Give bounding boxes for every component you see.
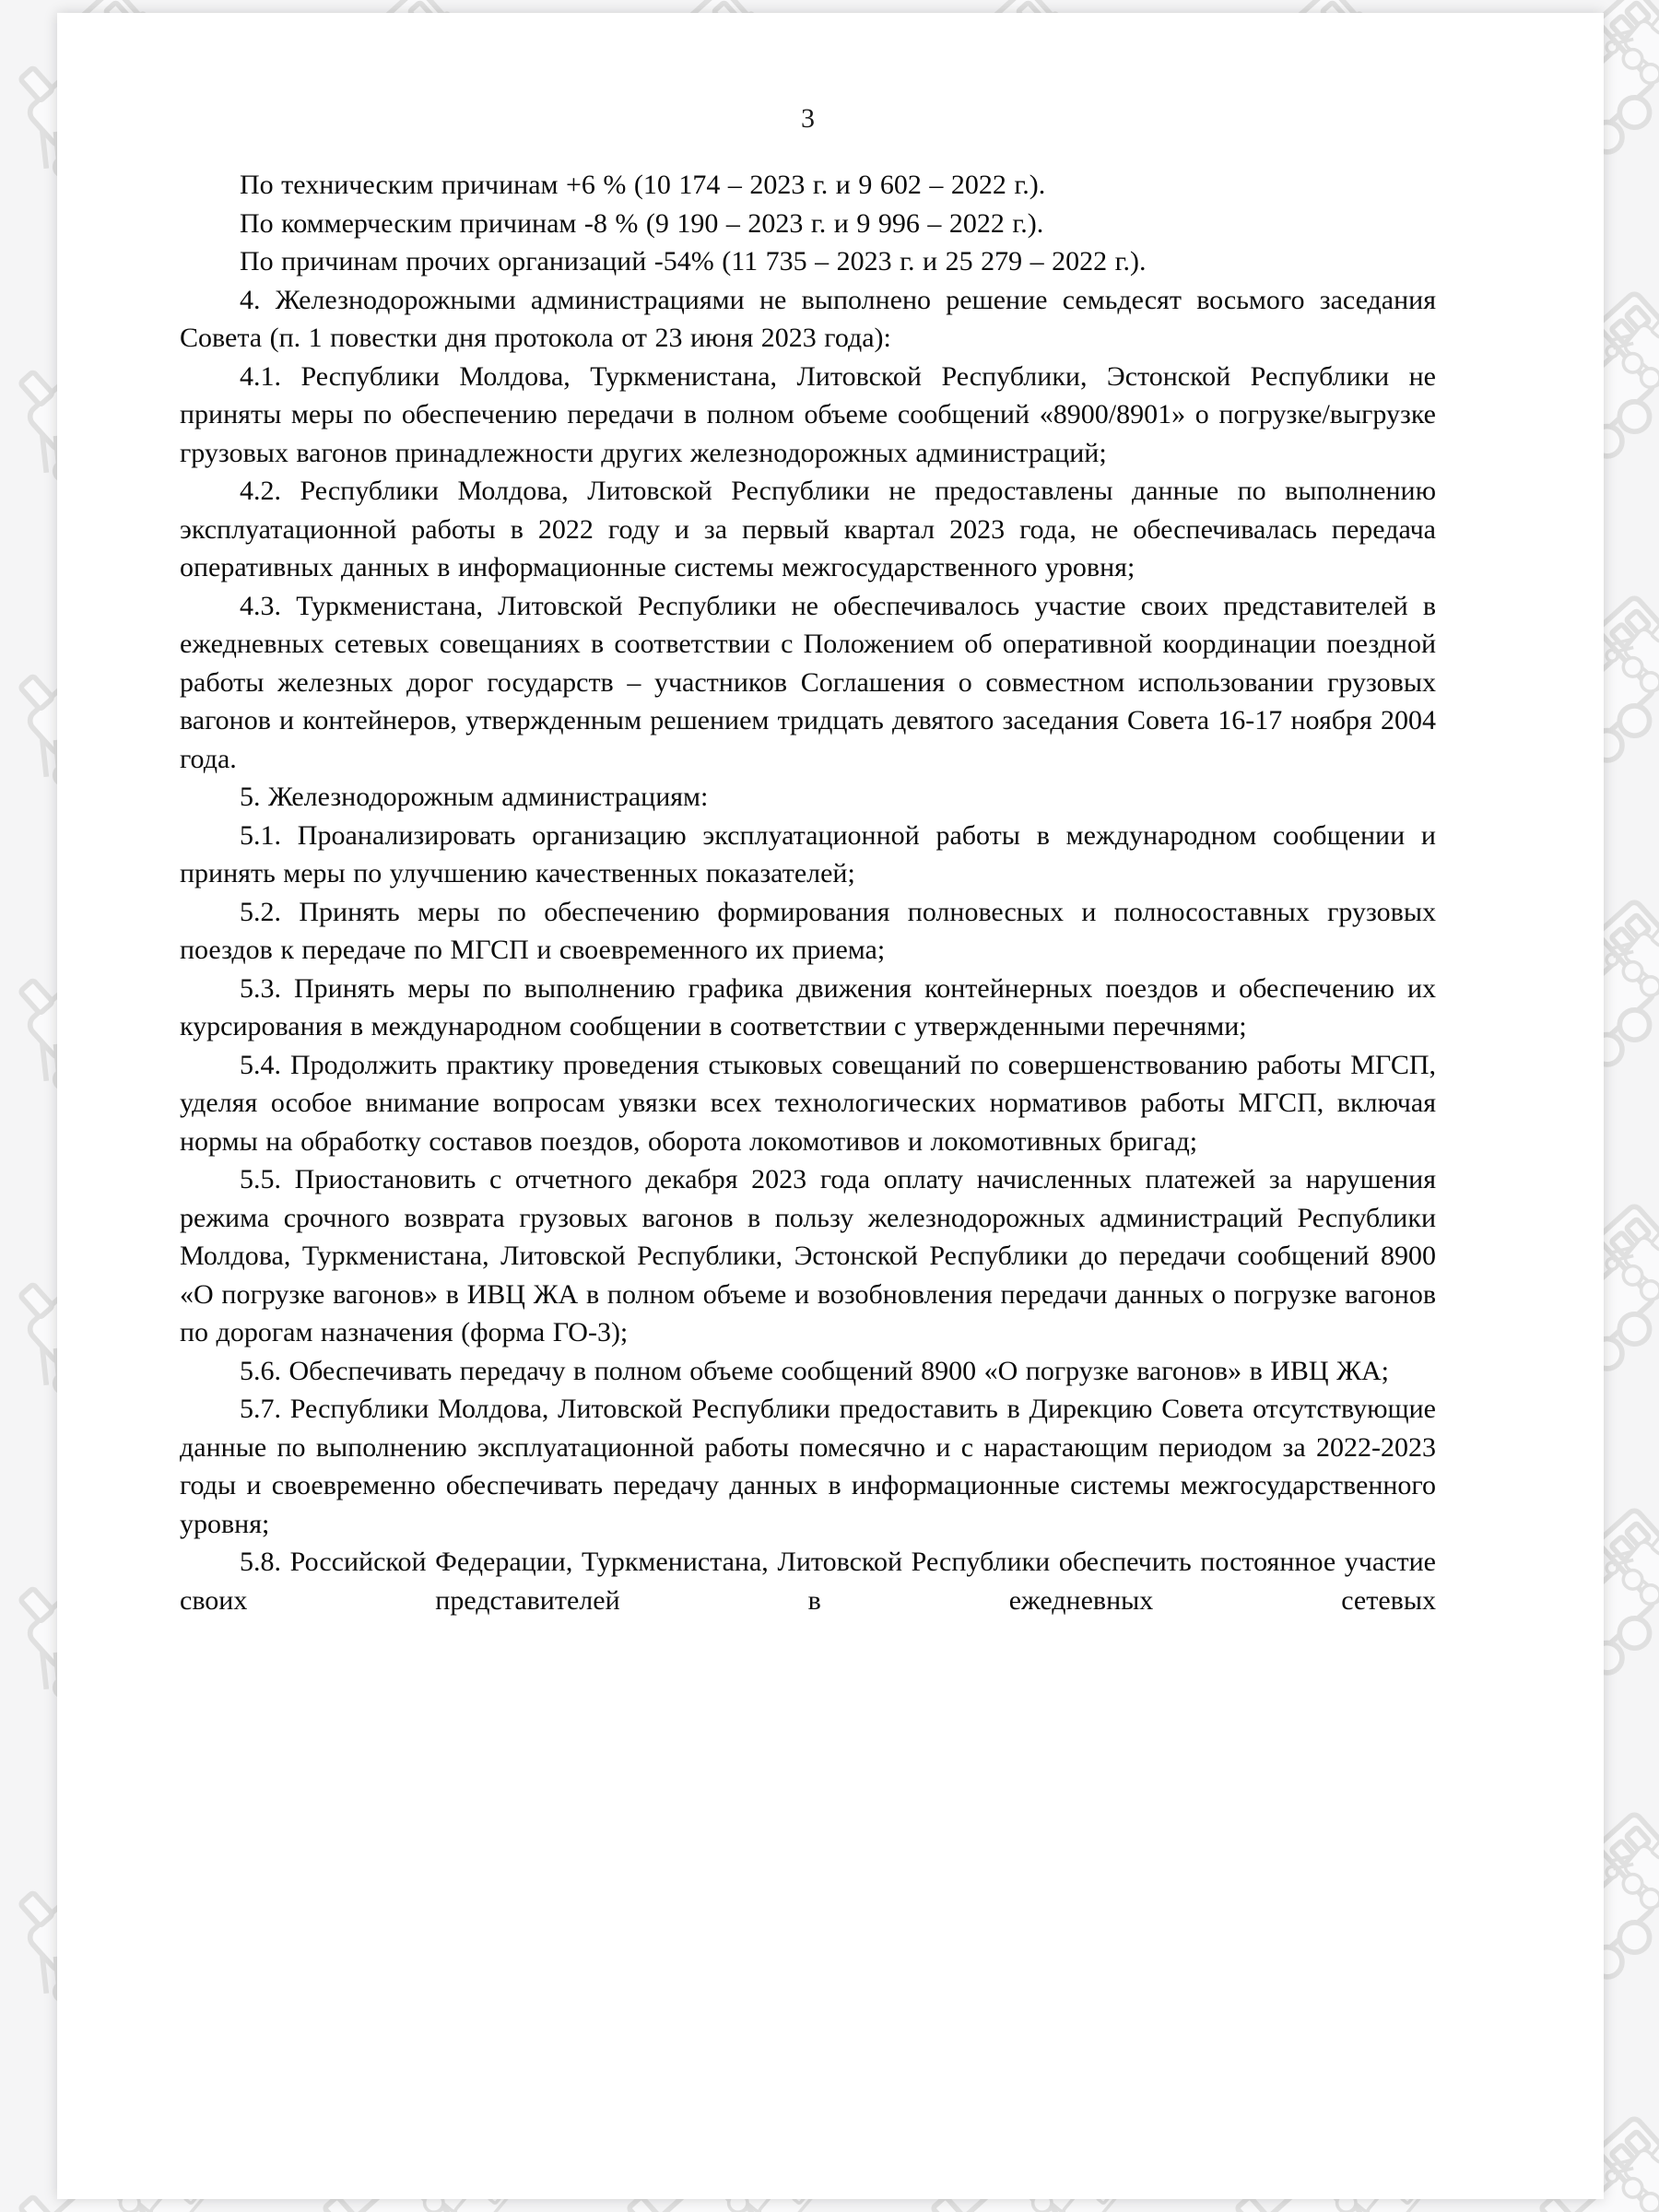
para-item-4-3: 4.3. Туркменистана, Литовской Республики не обеспечивалось участие своих представителей в ежедневных сетевых совещаниях в соответствии с Положением об оперативной координации поездной работы железных дорог государств – участников Соглашения о совместном использовании грузовых вагонов и контейнеров, утвержденным решением тридцать девятого заседания Совета 16-17 ноября 2004 года. (180, 590, 1436, 774)
para-item-5-7: 5.7. Республики Молдова, Литовской Республики предоставить в Дирекцию Совета отсутствующие данные по выполнению эксплуатационной работы помесячно и с нарастающим периодом за 2022-2023 годы и своевременно обеспечивать передачу данных в информационные системы межгосударственного уровня; (180, 1394, 1436, 1539)
para-item-5: 5. Железнодорожным администрациям: (240, 782, 709, 812)
para-item-5-4: 5.4. Продолжить практику проведения стыковых совещаний по совершенствованию работы МГСП, уделяя особое внимание вопросам увязки всех технологических нормативов работы МГСП, включая нормы на обработку составов поездов, оборота локомотивов и локомотивных бригад; (180, 1049, 1436, 1157)
para-item-5-2: 5.2. Принять меры по обеспечению формирования полновесных и полносоставных грузовых поездов к передаче по МГСП и своевременного их приема; (180, 896, 1436, 965)
para-item-5-1: 5.1. Проанализировать организацию эксплуатационной работы в международном сообщении и принять меры по улучшению качественных показателей; (180, 819, 1436, 888)
document-content (57, 13, 1604, 2199)
page-number: 3 (801, 103, 815, 134)
para-item-5-5: 5.5. Приостановить с отчетного декабря 2023 года оплату начисленных платежей за нарушения режима срочного возврата грузовых вагонов в пользу железнодорожных администраций Республики Молдова, Туркменистана, Литовской Республики, Эстонской Республики до передачи сообщений 8900 «О погрузке вагонов» в ИВЦ ЖА в полном объеме и возобновления передачи данных о погрузке вагонов по дорогам назначения (форма ГО-3); (180, 1164, 1436, 1347)
para-commercial-reasons: По коммерческим причинам -8 % (9 190 – 2023 г. и 9 996 – 2022 г.). (240, 207, 1044, 239)
document-body (180, 166, 1436, 1619)
para-other-organizations: По причинам прочих организаций -54% (11 735 – 2023 г. и 25 279 – 2022 г.). (240, 246, 1147, 276)
para-item-5-8: 5.8. Российской Федерации, Туркменистана, Литовской Республики обеспечить постоянное участие своих представителей в ежедневных сетевых (180, 1547, 1436, 1616)
para-item-5-6: 5.6. Обеспечивать передачу в полном объеме сообщений 8900 «О погрузке вагонов» в ИВЦ ЖА; (240, 1355, 1389, 1386)
para-technical-reasons: По техническим причинам +6 % (10 174 – 2023 г. и 9 602 – 2022 г.). (240, 170, 1046, 200)
para-item-4-1: 4.1. Республики Молдова, Туркменистана, Литовской Республики, Эстонской Республики не приняты меры по обеспечению передачи в полном объеме сообщений «8900/8901» о погрузке/выгрузке грузовых вагонов принадлежности других железнодорожных администраций; (180, 360, 1436, 468)
para-item-5-3: 5.3. Принять меры по выполнению графика движения контейнерных поездов и обеспечению их курсирования в международном сообщении в соответствии с утвержденными перечнями; (180, 972, 1436, 1041)
document-sheet (57, 13, 1604, 2199)
para-item-4: 4. Железнодорожными администрациями не выполнено решение семьдесят восьмого заседания Совета (п. 1 повестки дня протокола от 23 июня 2023 года): (180, 284, 1436, 353)
para-item-4-2: 4.2. Республики Молдова, Литовской Республики не предоставлены данные по выполнению эксплуатационной работы в 2022 году и за первый квартал 2023 года, не обеспечивалась передача оперативных данных в информационные системы межгосударственного уровня; (180, 476, 1436, 582)
